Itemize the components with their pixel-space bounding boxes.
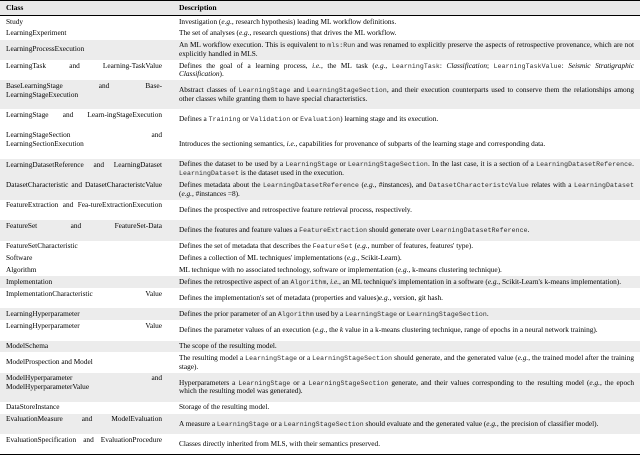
cell-class bbox=[0, 320, 172, 340]
cell-description bbox=[172, 341, 640, 353]
cell-class bbox=[0, 341, 172, 353]
description-text: The resulting model a LearningStage or a LearningStageSection should generate, and the generated value (e.g., the trained model after the training stage). bbox=[179, 352, 634, 371]
cell-class bbox=[0, 28, 172, 40]
cell-description bbox=[172, 15, 640, 27]
class-name-text: LearningTask and Learning-TaskValue bbox=[6, 60, 162, 70]
description-text: Defines the parameter values of an execution (e.g., the k value in a k-means clustering technique, range of epochs in a neural network training). bbox=[179, 325, 598, 335]
class-name-text: EvaluationSpecification and EvaluationProcedure bbox=[6, 434, 162, 444]
table-row bbox=[0, 288, 640, 308]
table-row bbox=[0, 28, 640, 40]
cell-description bbox=[172, 352, 640, 372]
cell-description bbox=[172, 159, 640, 180]
description-text: Classes directly inherited from MLS, with their semantics preserved. bbox=[179, 438, 381, 448]
cell-description bbox=[172, 264, 640, 276]
class-name-text: Implementation bbox=[6, 276, 53, 286]
cell-class bbox=[0, 276, 172, 288]
cell-class bbox=[0, 308, 172, 320]
cell-class bbox=[0, 200, 172, 220]
table-row bbox=[0, 220, 640, 240]
class-name-text: LearningStageSection and LearningSectionExecution bbox=[6, 130, 162, 149]
table-row bbox=[0, 109, 640, 129]
class-name-text: Algorithm bbox=[6, 264, 37, 274]
cell-description bbox=[172, 288, 640, 308]
table-row bbox=[0, 200, 640, 220]
class-name-text: Software bbox=[6, 253, 33, 263]
cell-description bbox=[172, 320, 640, 340]
description-text: An ML workflow execution. This is equivalent to mls:Run and was renamed to explicitly preserve the aspects of retrospective provenance, which are not explicitly handled in MLS. bbox=[179, 40, 634, 58]
table-row bbox=[0, 15, 640, 27]
cell-class bbox=[0, 264, 172, 276]
cell-class bbox=[0, 402, 172, 414]
cell-description bbox=[172, 220, 640, 240]
description-text: Introduces the sectioning semantics, i.e., capabilities for provenance of subparts of the learning stage and corresponding data. bbox=[179, 139, 546, 149]
class-name-text: LearningProcessExecution bbox=[6, 44, 85, 54]
cell-description bbox=[172, 241, 640, 253]
cell-class bbox=[0, 15, 172, 27]
description-text: Hyperparameters a LearningStage or a LearningStageSection generate, and their values corresponding to the resulting model (e.g., the epoch which the resulting model was generated). bbox=[179, 377, 634, 396]
cell-class bbox=[0, 352, 172, 372]
table-row bbox=[0, 40, 640, 60]
cell-description bbox=[172, 109, 640, 129]
table-row bbox=[0, 373, 640, 402]
cell-class bbox=[0, 159, 172, 180]
cell-description bbox=[172, 130, 640, 159]
cell-class bbox=[0, 414, 172, 434]
class-name-text: LearningStage and Learn-ingStageExecution bbox=[6, 110, 162, 120]
class-name-text: FeatureExtraction and Fea-tureExtractionExecution bbox=[6, 200, 162, 210]
table-header-row bbox=[0, 1, 640, 16]
description-text: Defines a Training or Validation or Evaluation) learning stage and its execution. bbox=[179, 114, 439, 124]
class-name-text: LearningDatasetReference and LearningDataset bbox=[6, 159, 162, 169]
description-text: Defines a collection of ML techniques' implementations (e.g., Scikit-Learn). bbox=[179, 253, 402, 263]
class-name-text: BaseLearningStage and Base-LearningStageExecution bbox=[6, 81, 162, 99]
cell-description bbox=[172, 414, 640, 434]
description-text: Defines the goal of a learning process, i.e., the ML task (e.g., LearningTask: Classification; LearningTaskValue: Seismic Stratigraphic Classification). bbox=[179, 60, 635, 79]
cell-description bbox=[172, 434, 640, 455]
table-row bbox=[0, 159, 640, 180]
cell-description bbox=[172, 253, 640, 265]
class-name-text: ModelSchema bbox=[6, 341, 49, 351]
cell-description bbox=[172, 40, 640, 60]
description-text: ML technique with no associated technology, software or implementation (e.g., k-means clustering technique). bbox=[179, 264, 502, 274]
table-row bbox=[0, 80, 640, 109]
cell-description bbox=[172, 308, 640, 320]
description-text: Defines the dataset to be used by a LearningStage or LearningStageSection. In the last case, it is a section of a LearningDatasetReference. LearningDataset is the dataset used in the execution. bbox=[179, 159, 634, 178]
cell-class bbox=[0, 40, 172, 60]
table-row bbox=[0, 253, 640, 265]
table-row bbox=[0, 320, 640, 340]
description-text: A measure a LearningStage or a LearningStageSection should evaluate and the generated value (e.g., the precision of classifier model). bbox=[179, 418, 599, 428]
column-header-class: Class bbox=[0, 1, 172, 16]
table-row bbox=[0, 276, 640, 288]
class-name-text: Study bbox=[6, 16, 24, 26]
table-header bbox=[0, 1, 640, 16]
class-name-text: ModelHyperparameter and ModelHyperparameterValue bbox=[6, 373, 162, 392]
cell-description bbox=[172, 402, 640, 414]
table-row bbox=[0, 402, 640, 414]
table-body bbox=[0, 15, 640, 455]
description-text: Defines the prospective and retrospective feature retrieval process, respectively. bbox=[179, 204, 412, 214]
cell-description bbox=[172, 200, 640, 220]
cell-class bbox=[0, 60, 172, 80]
description-text: Abstract classes of LearningStage and LearningStageSection, and their execution counterparts used to conserve them the relationships among other classes while granting them to have special characteristics. bbox=[179, 85, 634, 103]
class-name-text: LearningHyperparameter bbox=[6, 308, 80, 318]
cell-class bbox=[0, 130, 172, 159]
cell-class bbox=[0, 179, 172, 199]
class-name-text: LearningExperiment bbox=[6, 28, 67, 38]
cell-class bbox=[0, 434, 172, 455]
cell-class bbox=[0, 241, 172, 253]
class-name-text: ModelProspection and Model bbox=[6, 357, 93, 367]
table-row bbox=[0, 179, 640, 199]
table-row bbox=[0, 434, 640, 455]
cell-class bbox=[0, 220, 172, 240]
cell-description bbox=[172, 28, 640, 40]
class-name-text: EvaluationMeasure and ModelEvaluation bbox=[6, 414, 162, 424]
table-row bbox=[0, 241, 640, 253]
description-text: Defines the set of metadata that describes the FeatureSet (e.g., number of features, features' type). bbox=[179, 241, 474, 251]
column-header-description: Description bbox=[172, 1, 640, 16]
cell-description bbox=[172, 80, 640, 109]
table-row bbox=[0, 414, 640, 434]
table-row bbox=[0, 264, 640, 276]
class-name-text: DataStoreInstance bbox=[6, 402, 60, 412]
description-text: Defines metadata about the LearningDatasetReference (e.g., #instances), and DatasetCharacteristcValue relates with a LearningDataset (e.g., #instances =8). bbox=[179, 179, 634, 198]
description-text: Defines the prior parameter of an Algorithm used by a LearningStage or LearningStageSection. bbox=[179, 308, 489, 318]
cell-class bbox=[0, 373, 172, 402]
description-text: Defines the implementation's set of metadata (properties and values)e.g., version, git hash. bbox=[179, 292, 443, 302]
cell-class bbox=[0, 253, 172, 265]
description-text: The set of analyses (e.g., research questions) that drives the ML workflow. bbox=[179, 28, 397, 38]
cell-class bbox=[0, 80, 172, 109]
cell-description bbox=[172, 373, 640, 402]
cell-description bbox=[172, 60, 640, 80]
cell-class bbox=[0, 288, 172, 308]
cell-class bbox=[0, 109, 172, 129]
table-row bbox=[0, 130, 640, 159]
class-name-text: LearningHyperparameter Value bbox=[6, 320, 162, 330]
table-row bbox=[0, 60, 640, 80]
table-row bbox=[0, 308, 640, 320]
description-text: The scope of the resulting model. bbox=[179, 341, 277, 351]
class-name-text: ImplementationCharacteristic Value bbox=[6, 288, 162, 298]
table-row bbox=[0, 341, 640, 353]
class-name-text: DatasetCharacteristic and DatasetCharacteristcValue bbox=[6, 180, 162, 189]
description-text: Investigation (e.g., research hypothesis) leading ML workflow definitions. bbox=[179, 16, 397, 26]
description-text: Defines the retrospective aspect of an Algorithm, i.e., an ML technique's implementation in a software (e.g., Scikit-Learn's k-means implementation). bbox=[179, 276, 622, 286]
description-text: Defines the features and feature values a FeatureExtraction should generate over LearningDatasetReference. bbox=[179, 225, 530, 235]
class-name-text: FeatureSetCharacteristic bbox=[6, 241, 78, 251]
description-text: Storage of the resulting model. bbox=[179, 402, 270, 412]
class-name-text: FeatureSet and FeatureSet-Data bbox=[6, 220, 162, 230]
cell-description bbox=[172, 276, 640, 288]
cell-description bbox=[172, 179, 640, 199]
table-row bbox=[0, 352, 640, 372]
